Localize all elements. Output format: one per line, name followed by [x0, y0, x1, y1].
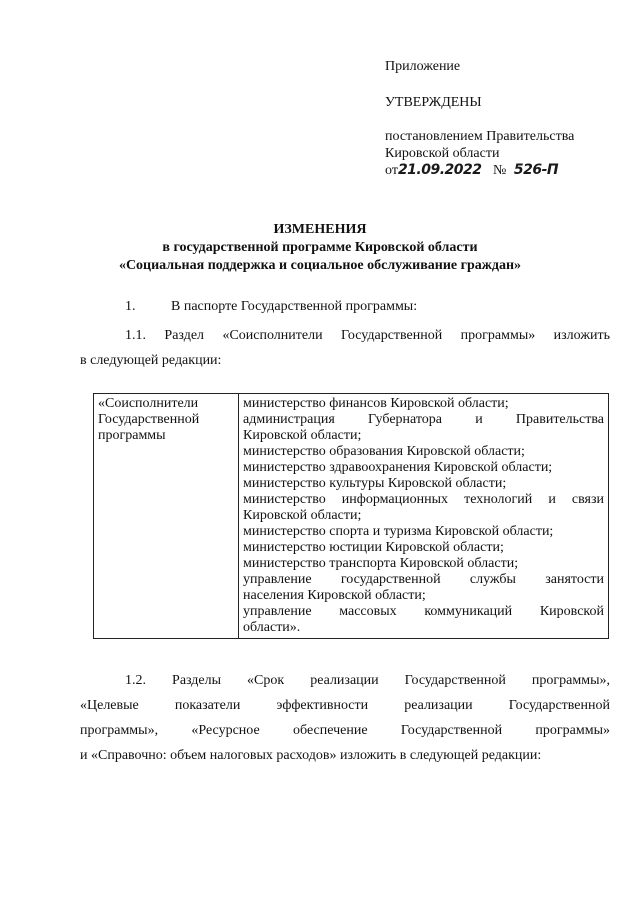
table-row [94, 394, 609, 639]
item-1-text: В паспорте Государственной программы: [171, 299, 418, 314]
table-left-cell: «Соисполнители Государственной программы [94, 394, 239, 639]
item-1-2-text-line1: Разделы «Срок реализации Государственной программы», [172, 673, 611, 688]
ministry-line: администрация Губернатора и Правительства [243, 412, 604, 427]
ministry-line: министерство транспорта Кировской области; [243, 556, 519, 571]
ministry-line: Кировской области; [243, 508, 362, 523]
item-1-1-line2: в следующей редакции: [80, 353, 222, 368]
approved-label: УТВЕРЖДЕНЫ [385, 95, 482, 110]
ministry-line: министерство культуры Кировской области; [243, 476, 507, 491]
handwritten-number: 526-П [513, 162, 559, 178]
item-1-1-number: 1.1. [125, 328, 146, 343]
ministry-line: министерство финансов Кировской области; [243, 396, 509, 411]
item-1-1-text: Раздел «Соисполнители Государственной программы» изложить [164, 328, 610, 343]
item-1-2-line1 [125, 672, 610, 690]
ministry-line: министерство юстиции Кировской области; [243, 540, 504, 555]
document-title: ИЗМЕНЕНИЯ [273, 222, 367, 237]
item-1 [125, 298, 605, 316]
number-prefix: № [493, 163, 507, 178]
resolution-line2: Кировской области [385, 146, 500, 161]
item-1-1-line1 [125, 327, 610, 345]
ministry-line: министерство спорта и туризма Кировской области; [243, 524, 554, 539]
item-1-2-line3: программы», «Ресурсное обеспечение Государственной программы» [80, 723, 610, 738]
table-right-cell [239, 394, 609, 639]
item-1-2-number: 1.2. [125, 673, 146, 688]
ministry-line: министерство здравоохранения Кировской области; [243, 460, 553, 475]
item-1-2-line4: и «Справочно: объем налоговых расходов» изложить в следующей редакции: [80, 748, 542, 763]
document-subtitle-1: в государственной программе Кировской области [162, 240, 478, 255]
handwritten-date: 21.09.2022 [397, 162, 482, 178]
item-1-2-line2: «Целевые показатели эффективности реализации Государственной [80, 698, 610, 713]
ministry-line: управление государственной службы занятости [243, 572, 604, 587]
ministry-line: Кировской области; [243, 428, 362, 443]
coexecutors-table [93, 393, 609, 639]
ministry-line: министерство информационных технологий и связи [243, 492, 604, 507]
from-prefix: от [385, 163, 398, 178]
resolution-line1: постановлением Правительства [385, 129, 575, 144]
ministry-line: области». [243, 620, 301, 635]
resolution-date-number [385, 162, 558, 179]
ministry-line: управление массовых коммуникаций Кировской [243, 604, 604, 619]
ministry-line: населения Кировской области; [243, 588, 426, 603]
appendix-label: Приложение [385, 59, 461, 74]
item-1-number: 1. [125, 299, 136, 314]
ministry-line: министерство образования Кировской области; [243, 444, 525, 459]
document-subtitle-2: «Социальная поддержка и социальное обслуживание граждан» [118, 258, 522, 273]
